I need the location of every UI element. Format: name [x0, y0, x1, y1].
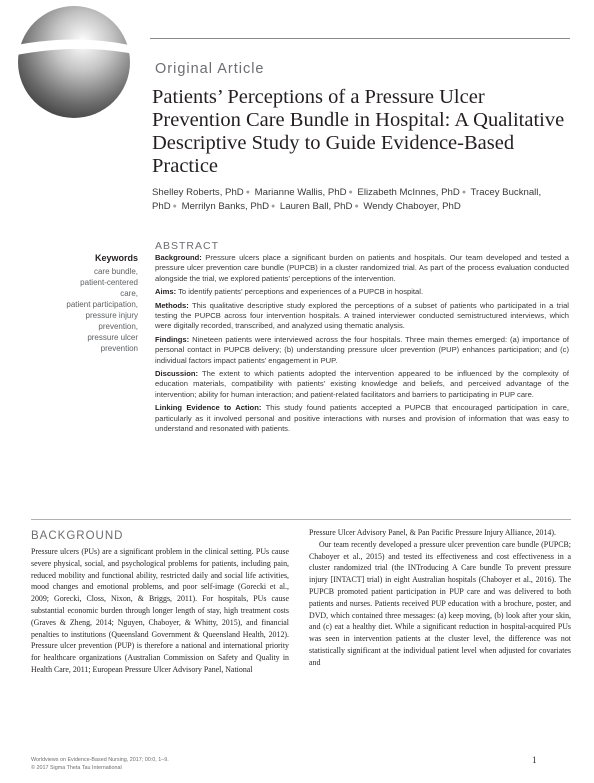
- abstract-text: This study found patients accepted a PUPCB that encouraged participation in care, particularly as it involved personal and positive interactions with nurses and provision of information that was easy to understand and resonated with patients.: [155, 403, 569, 434]
- abstract-text: Pressure ulcers place a significant burden on patients and hospitals. Our team developed and tested a pressure ulcer prevention care bundle (PUPCB) in a cluster randomized trial. As part of the process evaluation conducted alongside the trial, we explored patients’ perceptions of the intervention.: [155, 253, 569, 283]
- keyword-item: prevention,: [98, 322, 138, 331]
- background-heading: BACKGROUND: [31, 530, 124, 542]
- separator-dot-icon: ●: [172, 202, 177, 210]
- body-column-left: [31, 546, 289, 676]
- author-name: Merrilyn Banks, PhD: [181, 200, 270, 212]
- author-name: Lauren Ball, PhD: [279, 200, 353, 212]
- keyword-item: patient-centered: [80, 278, 138, 287]
- abstract-findings: [155, 335, 569, 366]
- author-list: [152, 186, 552, 213]
- abstract-label: Methods:: [155, 300, 189, 310]
- abstract-methods: [155, 301, 569, 332]
- abstract-linking-evidence: [155, 403, 569, 434]
- article-title: Patients’ Perceptions of a Pressure Ulcer Prevention Care Bundle in Hospital: A Qualitative Descriptive Study to Guide Evidence-Based Practice: [152, 86, 565, 177]
- author-name: Shelley Roberts, PhD: [152, 187, 244, 198]
- abstract-label: Linking Evidence to Action:: [155, 403, 262, 413]
- abstract-text: Nineteen patients were interviewed across the four hospitals. Three main themes emerged: (a) importance of personal contact in PUPCB delivery; (b) understanding pressure ulcer prevention (PUP) enhances participation; and (c) individual factors impact patients’ engagement in PUP.: [155, 334, 569, 365]
- page-number: 1: [532, 755, 537, 765]
- separator-dot-icon: ●: [354, 202, 359, 210]
- author-name: Elizabeth McInnes, PhD: [357, 187, 460, 198]
- abstract-label: Aims:: [155, 287, 177, 297]
- abstract-text: The extent to which patients adopted the intervention appeared to be influenced by the complexity of education materials, compatibility with patients’ existing knowledge and beliefs, and perceived advantage of the intervention; ability for human interaction; and patient-related facilitators and barriers to participating in PUP care.: [155, 369, 569, 399]
- keyword-item: patient participation,: [66, 300, 138, 309]
- author-name: Marianne Wallis, PhD: [254, 187, 347, 198]
- abstract-label: Background:: [155, 253, 202, 262]
- footer: [31, 757, 169, 772]
- body-paragraph: Pressure Ulcer Advisory Panel, & Pan Pacific Pressure Injury Alliance, 2014).: [309, 528, 556, 537]
- abstract-discussion: [155, 369, 569, 400]
- keyword-item: pressure injury: [85, 311, 138, 320]
- body-paragraph: Pressure ulcers (PUs) are a significant problem in the clinical setting. PUs cause severe physical, social, and psychological problems for patients, including pain, reduced mobility and functional ability, restricted daily and social life activities, mood changes and emotional problems, and poor self-image (Gorecki et al., 2009; Gorecki, Closs, Nixon, & Briggs, 2011). For hospitals, PUs cause substantial economic burden through longer length of stay, high treatment costs (Graves & Zheng, 2014; Nguyen, Chaboyer, & Whitty, 2015), and financial penalties to institutions (Queensland Government & Queensland Health, 2012). Pressure ulcer prevention (PUP) is therefore a national and international priority for healthcare organizations (Australian Commission on Safety and Quality in Health Care, 2011; European Pressure Ulcer Advisory Panel, National: [31, 547, 289, 674]
- separator-dot-icon: ●: [461, 189, 467, 196]
- section-label: Original Article: [155, 61, 265, 77]
- keywords-panel: [36, 253, 138, 354]
- abstract-body: [155, 253, 569, 438]
- keyword-item: care bundle,: [93, 267, 138, 276]
- abstract-heading: ABSTRACT: [155, 240, 220, 252]
- keyword-item: care,: [120, 289, 138, 298]
- author-name: Tracey Bucknall, PhD: [152, 187, 542, 212]
- section-divider: [31, 519, 571, 520]
- keyword-item: pressure ulcer: [87, 333, 138, 342]
- abstract-label: Discussion:: [155, 369, 199, 379]
- separator-dot-icon: ●: [271, 202, 276, 210]
- header-rule: [150, 38, 570, 39]
- body-paragraph: Our team recently developed a pressure ulcer prevention care bundle (PUPCB; Chaboyer et al., 2015) and tested its effectiveness and cost effectiveness in a cluster randomized trial (the INTroducing A Care bundle To prevent pressure injury [INTACT] trial) in eight Australian hospitals (Chaboyer et al., 2016). The PUPCB promoted patient participation in PUP care and was delivered to both patients and nurses. Patients received PUP education with a brochure, poster, and DVD, which contained three messages: (a) keep moving, (b) look after your skin, and (c) eat a healthy diet. While a significant reduction in hospital-acquired PUs was seen in intervention patients at the cluster level, the difference was not statistically significant at the individual patient level when adjusted for covariates and: [309, 539, 571, 667]
- separator-dot-icon: ●: [245, 189, 250, 196]
- author-name: Wendy Chaboyer, PhD: [363, 200, 461, 212]
- journal-sphere-logo: [2, 2, 134, 130]
- separator-dot-icon: ●: [348, 189, 353, 196]
- copyright-notice: © 2017 Sigma Theta Tau International: [31, 764, 122, 771]
- abstract-text: To identify patients’ perceptions and experiences of a PUPCB in hospital.: [176, 287, 424, 297]
- keyword-item: prevention: [100, 344, 138, 353]
- abstract-label: Findings:: [155, 334, 190, 344]
- body-column-right: [309, 527, 571, 669]
- abstract-text: This qualitative descriptive study explored the perceptions of a subset of patients who participated in a trial testing the PUPCB across four intervention hospitals. A trained interviewer conducted semistructured interviews, which were digitally recorded, transcribed, and analyzed using thematic analysis.: [155, 300, 569, 331]
- abstract-background: [155, 253, 569, 284]
- keywords-title: Keywords: [94, 253, 138, 263]
- journal-citation: Worldviews on Evidence-Based Nursing, 2017; 00:0, 1–9.: [31, 757, 169, 763]
- abstract-aims: [155, 287, 569, 297]
